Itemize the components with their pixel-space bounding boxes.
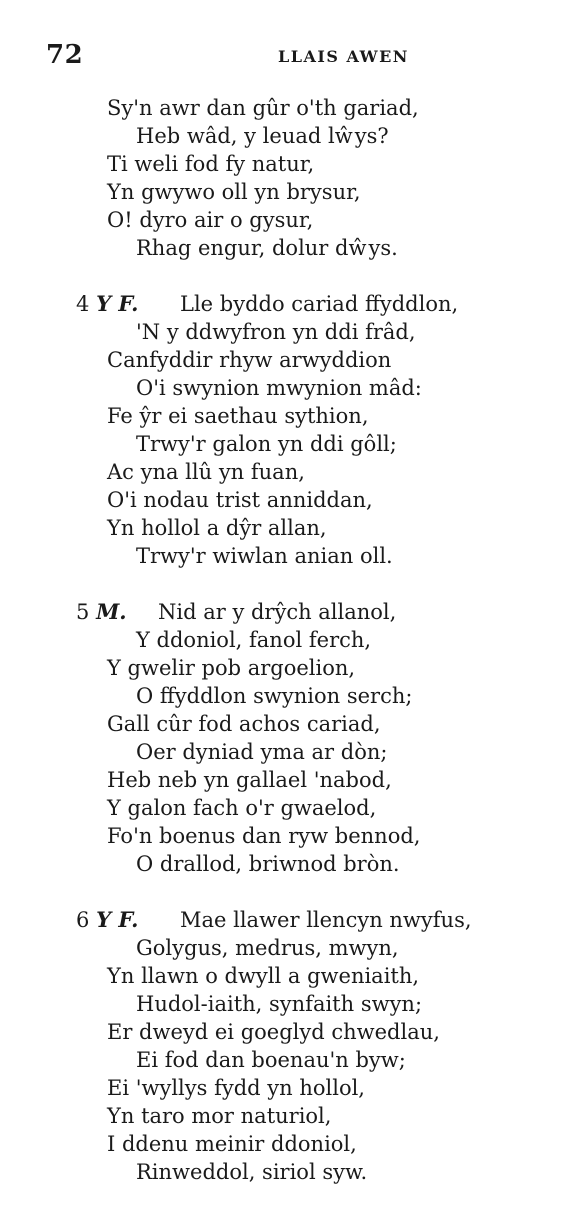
stanza-number: 4 Y F.	[76, 291, 139, 316]
verse-line: Mae llawer llencyn nwyfus,	[180, 908, 472, 932]
verse-line: Sy'n awr dan gûr o'th gariad,	[107, 96, 419, 120]
verse-line: Ei 'wyllys fydd yn hollol,	[107, 1076, 365, 1100]
verse-line: Ac yna llû yn fuan,	[107, 460, 305, 484]
stanza-number: 6 Y F.	[76, 907, 139, 932]
verse-line: Nid ar y drŷch allanol,	[158, 600, 397, 624]
verse-line: Yn taro mor naturiol,	[107, 1104, 332, 1128]
verse-line: O'i swynion mwynion mâd:	[136, 376, 422, 400]
verse-line: Gall cûr fod achos cariad,	[107, 712, 381, 736]
stanza-number: 5 M.	[76, 599, 127, 624]
verse-line: Golygus, medrus, mwyn,	[136, 936, 399, 960]
verse-line: Er dweyd ei goeglyd chwedlau,	[107, 1020, 440, 1044]
verse-line: Yn llawn o dwyll a gweniaith,	[107, 964, 420, 988]
speaker-label: M.	[96, 599, 127, 624]
speaker-label: Y F.	[96, 291, 139, 316]
verse-line: I ddenu meinir ddoniol,	[107, 1132, 357, 1156]
verse-line: O! dyro air o gysur,	[107, 208, 314, 232]
verse-line: Canfyddir rhyw arwyddion	[107, 348, 392, 372]
running-title: LLAIS AWEN	[278, 47, 409, 66]
verse-line: Yn hollol a dŷr allan,	[107, 516, 327, 540]
verse-line: Rhag engur, dolur dŵys.	[136, 236, 398, 260]
verse-line: Rinweddol, siriol syw.	[136, 1160, 368, 1184]
verse-line: Lle byddo cariad ffyddlon,	[180, 292, 459, 316]
verse-line: Heb neb yn gallael 'nabod,	[107, 768, 392, 792]
verse-line: O ffyddlon swynion serch;	[136, 684, 413, 708]
speaker-label: Y F.	[96, 907, 139, 932]
verse-line: 'N y ddwyfron yn ddi frâd,	[136, 320, 416, 344]
verse-line: O'i nodau trist anniddan,	[107, 488, 373, 512]
verse-line: Ti weli fod fy natur,	[107, 152, 315, 176]
verse-line: Yn gwywo oll yn brysur,	[107, 180, 361, 204]
verse-line: Ei fod dan boenau'n byw;	[136, 1048, 406, 1072]
verse-line: Trwy'r galon yn ddi gôll;	[136, 432, 397, 456]
verse-line: Hudol-iaith, synfaith swyn;	[136, 992, 423, 1016]
verse-line: Trwy'r wiwlan anian oll.	[136, 544, 393, 568]
verse-line: Oer dyniad yma ar dòn;	[136, 740, 388, 764]
verse-line: Y ddoniol, fanol ferch,	[136, 628, 372, 652]
verse-line: O drallod, briwnod bròn.	[136, 852, 400, 876]
verse-line: Fo'n boenus dan ryw bennod,	[107, 824, 421, 848]
verse-line: Y gwelir pob argoelion,	[107, 656, 356, 680]
verse-line: Y galon fach o'r gwaelod,	[107, 796, 377, 820]
page-number: 72	[46, 40, 84, 70]
verse-line: Heb wâd, y leuad lŵys?	[136, 124, 389, 148]
verse-line: Fe ŷr ei saethau sythion,	[107, 404, 369, 428]
